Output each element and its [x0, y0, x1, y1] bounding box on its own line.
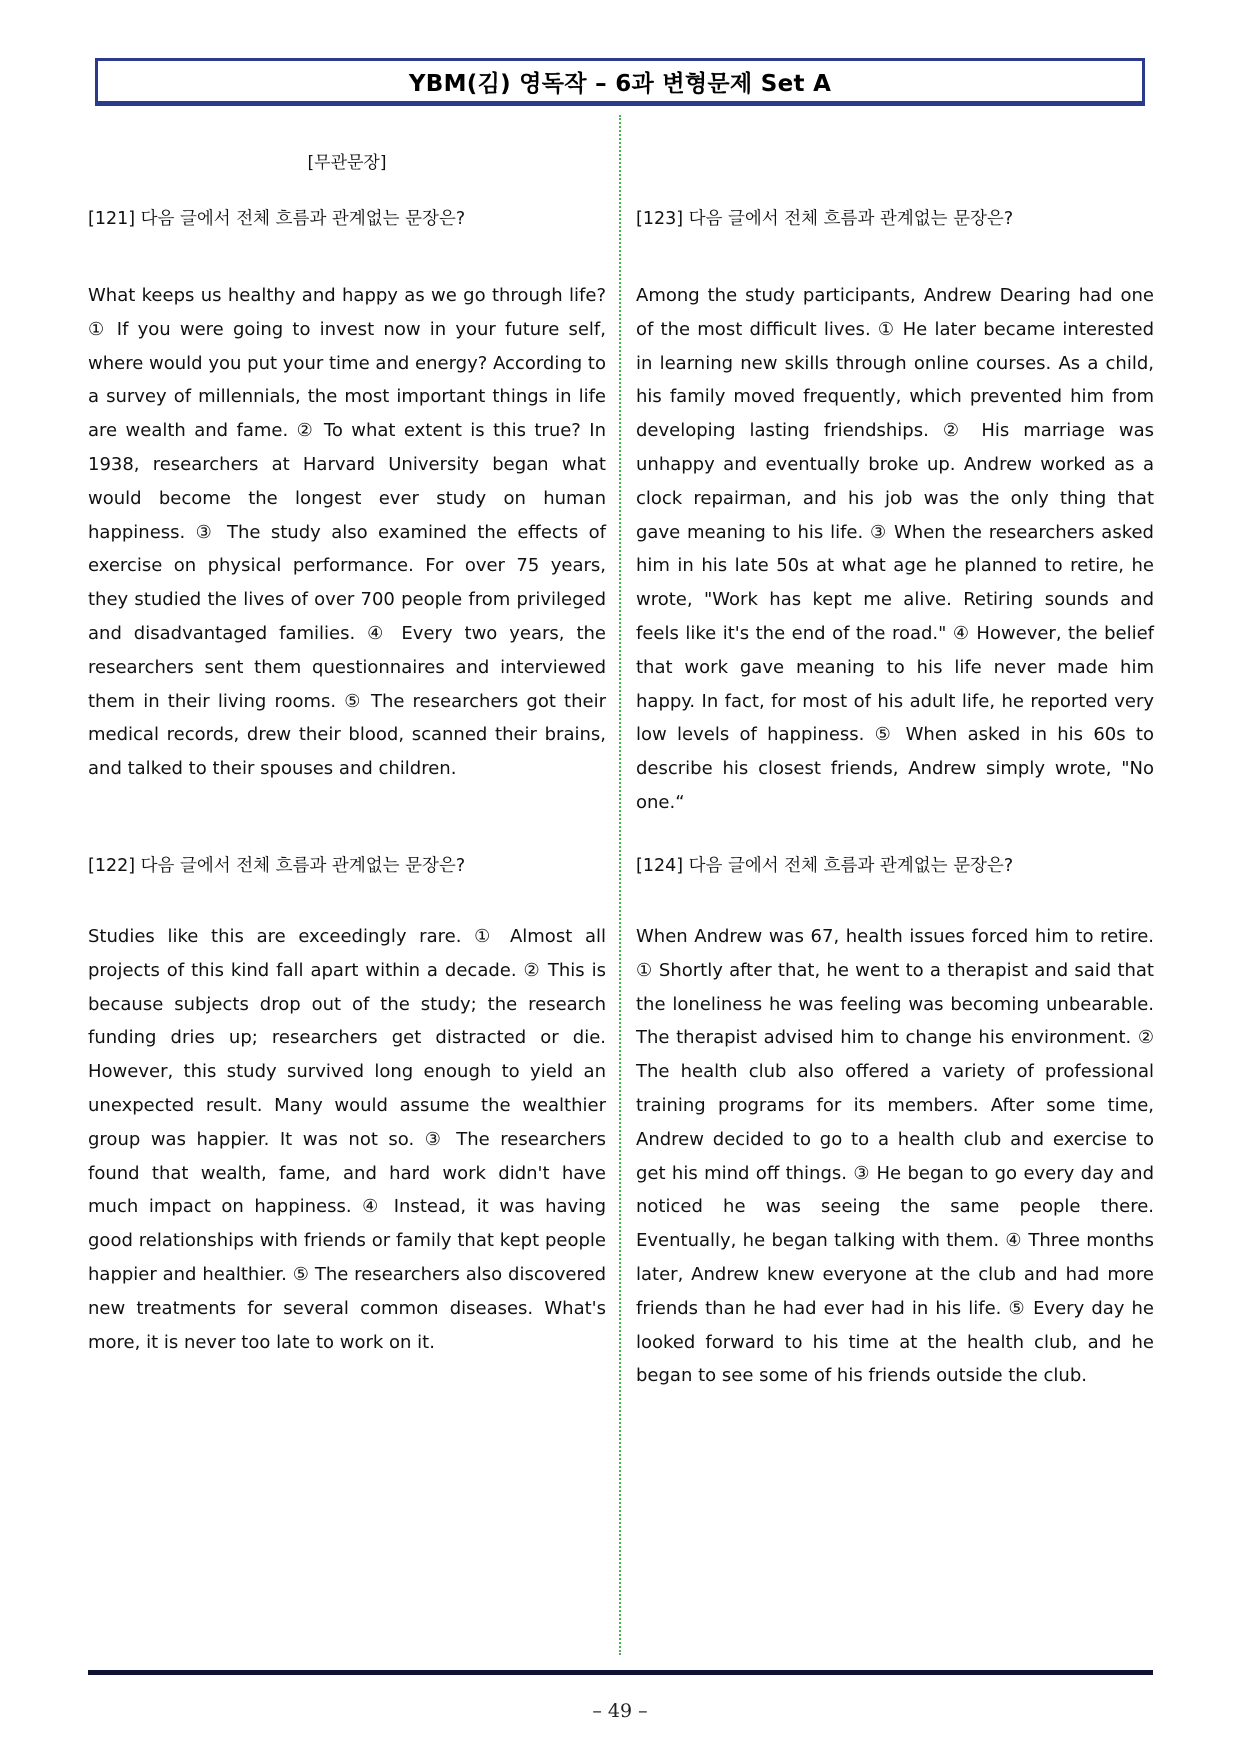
- question-124-title: [124] 다음 글에서 전체 흐름과 관계없는 문장은?: [636, 856, 1014, 876]
- question-123-passage: Among the study participants, Andrew Dearing had one of the most difficult lives. ① He later became interested in learning new skills through online courses. As a child, his family moved frequently, which prevented him from developing lasting friendships. ② His marriage was unhappy and eventually broke up. Andrew worked as a clock repairman, and his job was the only thing that gave meaning to his life. ③ When the researchers asked him in his late 50s at what age he planned to retire, he wrote, "Work has kept me alive. Retiring sounds and feels like it's the end of the road." ④ However, the belief that work gave meaning to his life never made him happy. In fact, for most of his adult life, he reported very low levels of happiness. ⑤ When asked in his 60s to describe his closest friends, Andrew simply wrote, "No one.“: [636, 285, 1154, 813]
- question-122-title: [122] 다음 글에서 전체 흐름과 관계없는 문장은?: [88, 856, 466, 876]
- question-123-title: [123] 다음 글에서 전체 흐름과 관계없는 문장은?: [636, 209, 1014, 229]
- question-122-passage: Studies like this are exceedingly rare. ① Almost all projects of this kind fall apart within a decade. ② This is because subjects drop out of the study; the research funding dries up; researchers get distracted or die. However, this study survived long enough to yield an unexpected result. Many would assume the wealthier group was happier. It was not so. ③ The researchers found that wealth, fame, and hard work didn't have much impact on happiness. ④ Instead, it was having good relationships with friends or family that kept people happier and healthier. ⑤ The researchers also discovered new treatments for several common diseases. What's more, it is never too late to work on it.: [88, 926, 606, 1353]
- question-124-passage: When Andrew was 67, health issues forced him to retire. ① Shortly after that, he went to a therapist and said that the loneliness he was feeling was becoming unbearable. The therapist advised him to change his environment. ② The health club also offered a variety of professional training programs for its members. After some time, Andrew decided to go to a health club and exercise to get his mind off things. ③ He began to go every day and noticed he was seeing the same people there. Eventually, he began talking with them. ④ Three months later, Andrew knew everyone at the club and had more friends than he had ever had in his life. ⑤ Every day he looked forward to his time at the health club, and he began to see some of his friends outside the club.: [636, 926, 1154, 1387]
- column-divider: [619, 115, 621, 1655]
- header-box: [95, 58, 1145, 106]
- section-tag: [무관문장]: [307, 153, 387, 173]
- page-number: – 49 –: [592, 1700, 648, 1722]
- page-title: YBM(김) 영독작 – 6과 변형문제 Set A: [408, 70, 832, 97]
- footer-rule: [88, 1670, 1153, 1675]
- question-121-passage: What keeps us healthy and happy as we go through life? ① If you were going to invest now in your future self, where would you put your time and energy? According to a survey of millennials, the most important things in life are wealth and fame. ② To what extent is this true? In 1938, researchers at Harvard University began what would become the longest ever study on human happiness. ③ The study also examined the effects of exercise on physical performance. For over 75 years, they studied the lives of over 700 people from privileged and disadvantaged families. ④ Every two years, the researchers sent them questionnaires and interviewed them in their living rooms. ⑤ The researchers got their medical records, drew their blood, scanned their brains, and talked to their spouses and children.: [88, 285, 606, 780]
- question-121-title: [121] 다음 글에서 전체 흐름과 관계없는 문장은?: [88, 209, 466, 229]
